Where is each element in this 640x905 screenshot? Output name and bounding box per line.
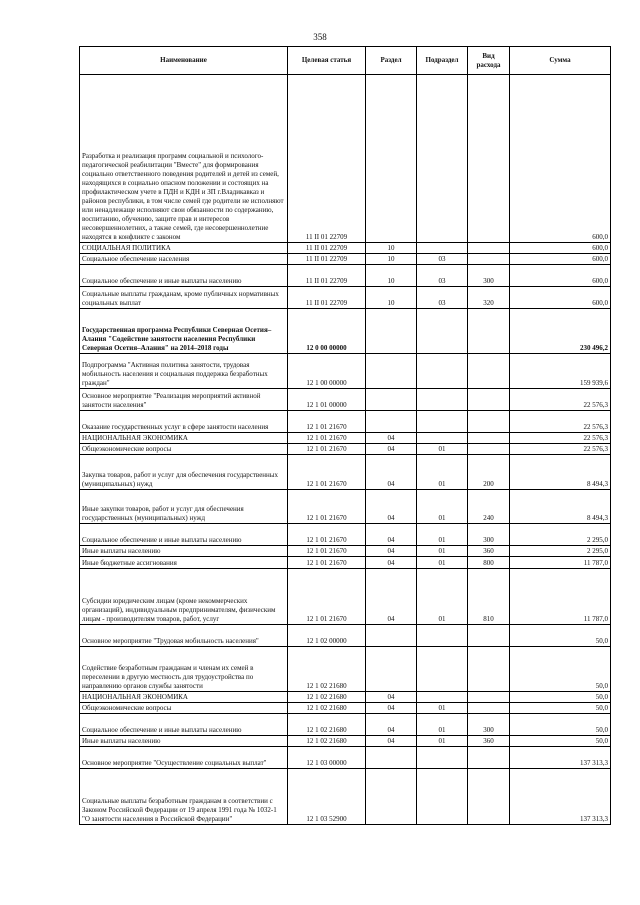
header-amount: Сумма — [510, 47, 611, 75]
table-row — [80, 524, 611, 546]
cell-expense-type: 320 — [468, 287, 510, 309]
cell-target-article: 12 1 02 21680 — [288, 692, 366, 703]
cell-name: Социальное обеспечение населения — [80, 254, 288, 265]
cell-expense-type: 300 — [468, 714, 510, 736]
cell-name: Социальное обеспечение и иные выплаты населению — [80, 265, 288, 287]
table-row — [80, 265, 611, 287]
cell-section — [366, 75, 417, 243]
cell-section: 04 — [366, 444, 417, 455]
table-row — [80, 557, 611, 569]
cell-expense-type — [468, 747, 510, 769]
cell-amount: 50,0 — [510, 692, 611, 703]
cell-section — [366, 389, 417, 411]
cell-subsection: 03 — [417, 287, 468, 309]
cell-subsection: 01 — [417, 444, 468, 455]
cell-amount: 50,0 — [510, 703, 611, 714]
cell-amount: 11 787,0 — [510, 569, 611, 625]
cell-amount: 2 295,0 — [510, 546, 611, 557]
cell-section: 04 — [366, 433, 417, 444]
table-row — [80, 455, 611, 490]
table-row — [80, 75, 611, 243]
cell-target-article: 12 1 03 00000 — [288, 747, 366, 769]
cell-section: 10 — [366, 265, 417, 287]
cell-subsection: 01 — [417, 546, 468, 557]
cell-name: Иные бюджетные ассигнования — [80, 557, 288, 569]
table-row — [80, 389, 611, 411]
cell-subsection: 03 — [417, 254, 468, 265]
cell-amount: 600,0 — [510, 287, 611, 309]
cell-section: 04 — [366, 557, 417, 569]
cell-target-article: 12 1 02 21680 — [288, 703, 366, 714]
cell-name: Социальные выплаты гражданам, кроме публичных нормативных социальных выплат — [80, 287, 288, 309]
cell-subsection — [417, 354, 468, 389]
table-row — [80, 354, 611, 389]
cell-amount: 50,0 — [510, 714, 611, 736]
cell-expense-type — [468, 243, 510, 254]
cell-target-article: 12 1 01 21670 — [288, 490, 366, 524]
cell-subsection: 01 — [417, 703, 468, 714]
cell-name: СОЦИАЛЬНАЯ ПОЛИТИКА — [80, 243, 288, 254]
cell-name: Социальное обеспечение и иные выплаты населению — [80, 714, 288, 736]
table-row — [80, 692, 611, 703]
cell-amount: 22 576,3 — [510, 411, 611, 433]
cell-expense-type: 240 — [468, 490, 510, 524]
cell-section: 04 — [366, 569, 417, 625]
cell-name: Иные выплаты населению — [80, 546, 288, 557]
header-expense-type: Вид расхода — [468, 47, 510, 75]
cell-amount: 8 494,3 — [510, 455, 611, 490]
cell-amount: 11 787,0 — [510, 557, 611, 569]
cell-name: Подпрограмма "Активная политика занятости, трудовая мобильность населения и социальная поддержка безработных граждан" — [80, 354, 288, 389]
table-row — [80, 625, 611, 647]
cell-amount: 230 496,2 — [510, 309, 611, 354]
cell-section: 04 — [366, 703, 417, 714]
cell-expense-type — [468, 769, 510, 825]
header-subsection: Подраздел — [417, 47, 468, 75]
cell-section: 04 — [366, 692, 417, 703]
cell-amount: 600,0 — [510, 254, 611, 265]
header-section: Раздел — [366, 47, 417, 75]
cell-amount: 50,0 — [510, 647, 611, 692]
cell-expense-type — [468, 389, 510, 411]
cell-target-article: 12 1 01 21670 — [288, 569, 366, 625]
cell-name: Основное мероприятие "Реализация мероприятий активной занятости населения" — [80, 389, 288, 411]
table-row — [80, 243, 611, 254]
cell-section: 04 — [366, 490, 417, 524]
cell-section: 04 — [366, 546, 417, 557]
table-row — [80, 309, 611, 354]
cell-target-article: 12 1 01 21670 — [288, 455, 366, 490]
cell-amount: 2 295,0 — [510, 524, 611, 546]
cell-amount: 50,0 — [510, 625, 611, 647]
cell-expense-type — [468, 75, 510, 243]
cell-name: Субсидии юридическим лицам (кроме некоммерческих организаций), индивидуальным предпринимателям, физическим лицам - производителям товаров, работ, услуг — [80, 569, 288, 625]
cell-name: Оказание государственных услуг в сфере занятости населения — [80, 411, 288, 433]
cell-section: 10 — [366, 254, 417, 265]
cell-subsection: 01 — [417, 557, 468, 569]
cell-amount: 22 576,3 — [510, 389, 611, 411]
cell-amount: 50,0 — [510, 736, 611, 747]
cell-subsection — [417, 243, 468, 254]
cell-subsection — [417, 389, 468, 411]
cell-section — [366, 309, 417, 354]
cell-target-article: 11 II 01 22709 — [288, 254, 366, 265]
cell-subsection — [417, 747, 468, 769]
cell-subsection — [417, 769, 468, 825]
page-number: 358 — [313, 32, 327, 42]
cell-name: Разработка и реализация программ социальной и психолого-педагогической реабилитации "Вместе" для формирования социально ответственного поведения родителей и детей из семей, находящихся в социально опасном положении и состоящих на профилактическом учете в ПДН и КДН и ЗП г.Владикавказ и районов республики, в том числе семей где родители не исполняют или ненадлежаще исполняют свои обязанности по содержанию, воспитанию, обучению, защите прав и интересов несовершеннолетних, а также семей, где несовершеннолетние находятся в конфликте с законом — [80, 75, 288, 243]
cell-target-article: 11 II 01 22709 — [288, 75, 366, 243]
cell-target-article: 12 1 00 00000 — [288, 354, 366, 389]
cell-name: НАЦИОНАЛЬНАЯ ЭКОНОМИКА — [80, 433, 288, 444]
cell-amount: 159 939,6 — [510, 354, 611, 389]
cell-amount: 137 313,3 — [510, 769, 611, 825]
cell-target-article: 12 1 02 21680 — [288, 736, 366, 747]
cell-name: Основное мероприятие "Трудовая мобильность населения" — [80, 625, 288, 647]
cell-expense-type: 360 — [468, 546, 510, 557]
cell-amount: 600,0 — [510, 265, 611, 287]
table-row — [80, 546, 611, 557]
cell-section: 10 — [366, 287, 417, 309]
cell-section — [366, 411, 417, 433]
cell-target-article: 12 1 01 21670 — [288, 546, 366, 557]
cell-amount: 22 576,3 — [510, 444, 611, 455]
cell-expense-type — [468, 411, 510, 433]
cell-amount: 600,0 — [510, 243, 611, 254]
cell-expense-type — [468, 354, 510, 389]
table-row — [80, 747, 611, 769]
cell-subsection — [417, 433, 468, 444]
cell-amount: 600,0 — [510, 75, 611, 243]
cell-subsection — [417, 411, 468, 433]
cell-expense-type: 810 — [468, 569, 510, 625]
cell-subsection: 01 — [417, 490, 468, 524]
cell-expense-type: 300 — [468, 265, 510, 287]
cell-name: Иные закупки товаров, работ и услуг для обеспечения государственных (муниципальных) нужд — [80, 490, 288, 524]
cell-target-article: 12 1 01 00000 — [288, 389, 366, 411]
cell-name: Содействие безработным гражданам и членам их семей в переселении в другую местность для трудоустройства по направлению органов службы занятости — [80, 647, 288, 692]
table-row — [80, 444, 611, 455]
cell-section — [366, 769, 417, 825]
cell-subsection — [417, 692, 468, 703]
table-body — [80, 75, 611, 825]
cell-subsection — [417, 647, 468, 692]
cell-section: 04 — [366, 524, 417, 546]
table-row — [80, 703, 611, 714]
cell-expense-type: 800 — [468, 557, 510, 569]
cell-subsection — [417, 309, 468, 354]
cell-target-article: 12 1 01 21670 — [288, 411, 366, 433]
table-row — [80, 254, 611, 265]
table-row — [80, 647, 611, 692]
cell-target-article: 12 1 02 00000 — [288, 625, 366, 647]
cell-name: НАЦИОНАЛЬНАЯ ЭКОНОМИКА — [80, 692, 288, 703]
cell-name: Иные выплаты населению — [80, 736, 288, 747]
cell-target-article: 12 1 01 21670 — [288, 433, 366, 444]
cell-subsection: 01 — [417, 455, 468, 490]
cell-amount: 137 313,3 — [510, 747, 611, 769]
table-row — [80, 769, 611, 825]
table-row — [80, 714, 611, 736]
header-name: Наименование — [80, 47, 288, 75]
cell-target-article: 11 II 01 22709 — [288, 265, 366, 287]
table-row — [80, 433, 611, 444]
table-row — [80, 569, 611, 625]
cell-section: 04 — [366, 714, 417, 736]
cell-target-article: 12 1 01 21670 — [288, 444, 366, 455]
cell-section — [366, 354, 417, 389]
cell-name: Основное мероприятие "Осуществление социальных выплат" — [80, 747, 288, 769]
cell-expense-type — [468, 444, 510, 455]
cell-expense-type — [468, 647, 510, 692]
cell-target-article: 12 1 01 21670 — [288, 557, 366, 569]
cell-expense-type — [468, 254, 510, 265]
cell-name: Общеэкономические вопросы — [80, 444, 288, 455]
budget-table — [79, 46, 611, 825]
cell-target-article: 12 1 03 52900 — [288, 769, 366, 825]
cell-amount: 22 576,3 — [510, 433, 611, 444]
cell-target-article: 12 0 00 00000 — [288, 309, 366, 354]
cell-target-article: 12 1 01 21670 — [288, 524, 366, 546]
cell-name: Социальное обеспечение и иные выплаты населению — [80, 524, 288, 546]
table-header-row — [80, 47, 611, 75]
cell-amount: 8 494,3 — [510, 490, 611, 524]
cell-subsection: 01 — [417, 569, 468, 625]
cell-expense-type — [468, 309, 510, 354]
cell-target-article: 11 II 01 22709 — [288, 243, 366, 254]
cell-expense-type: 200 — [468, 455, 510, 490]
cell-subsection — [417, 75, 468, 243]
cell-target-article: 12 1 02 21680 — [288, 714, 366, 736]
cell-name: Социальные выплаты безработным гражданам в соответствии с Законом Российской Федерации от 19 апреля 1991 года № 1032-1 "О занятости населения в Российской Федерации" — [80, 769, 288, 825]
table-row — [80, 736, 611, 747]
cell-subsection: 03 — [417, 265, 468, 287]
cell-expense-type — [468, 703, 510, 714]
cell-expense-type — [468, 625, 510, 647]
cell-expense-type: 300 — [468, 524, 510, 546]
cell-expense-type — [468, 692, 510, 703]
cell-subsection: 01 — [417, 524, 468, 546]
cell-section: 10 — [366, 243, 417, 254]
cell-section: 04 — [366, 455, 417, 490]
table-row — [80, 411, 611, 433]
cell-target-article: 11 II 01 22709 — [288, 287, 366, 309]
cell-section — [366, 647, 417, 692]
cell-section — [366, 747, 417, 769]
table-row — [80, 287, 611, 309]
header-target-article: Целевая статья — [288, 47, 366, 75]
cell-subsection: 01 — [417, 736, 468, 747]
cell-target-article: 12 1 02 21680 — [288, 647, 366, 692]
cell-section — [366, 625, 417, 647]
cell-subsection: 01 — [417, 714, 468, 736]
cell-expense-type — [468, 433, 510, 444]
table-row — [80, 490, 611, 524]
cell-section: 04 — [366, 736, 417, 747]
cell-expense-type: 360 — [468, 736, 510, 747]
cell-name: Государственная программа Республики Северная Осетия–Алания "Содействие занятости населения Республики Северная Осетия–Алания" на 2014–2018 годы — [80, 309, 288, 354]
cell-name: Общеэкономические вопросы — [80, 703, 288, 714]
cell-subsection — [417, 625, 468, 647]
cell-name: Закупка товаров, работ и услуг для обеспечения государственных (муниципальных) нужд — [80, 455, 288, 490]
